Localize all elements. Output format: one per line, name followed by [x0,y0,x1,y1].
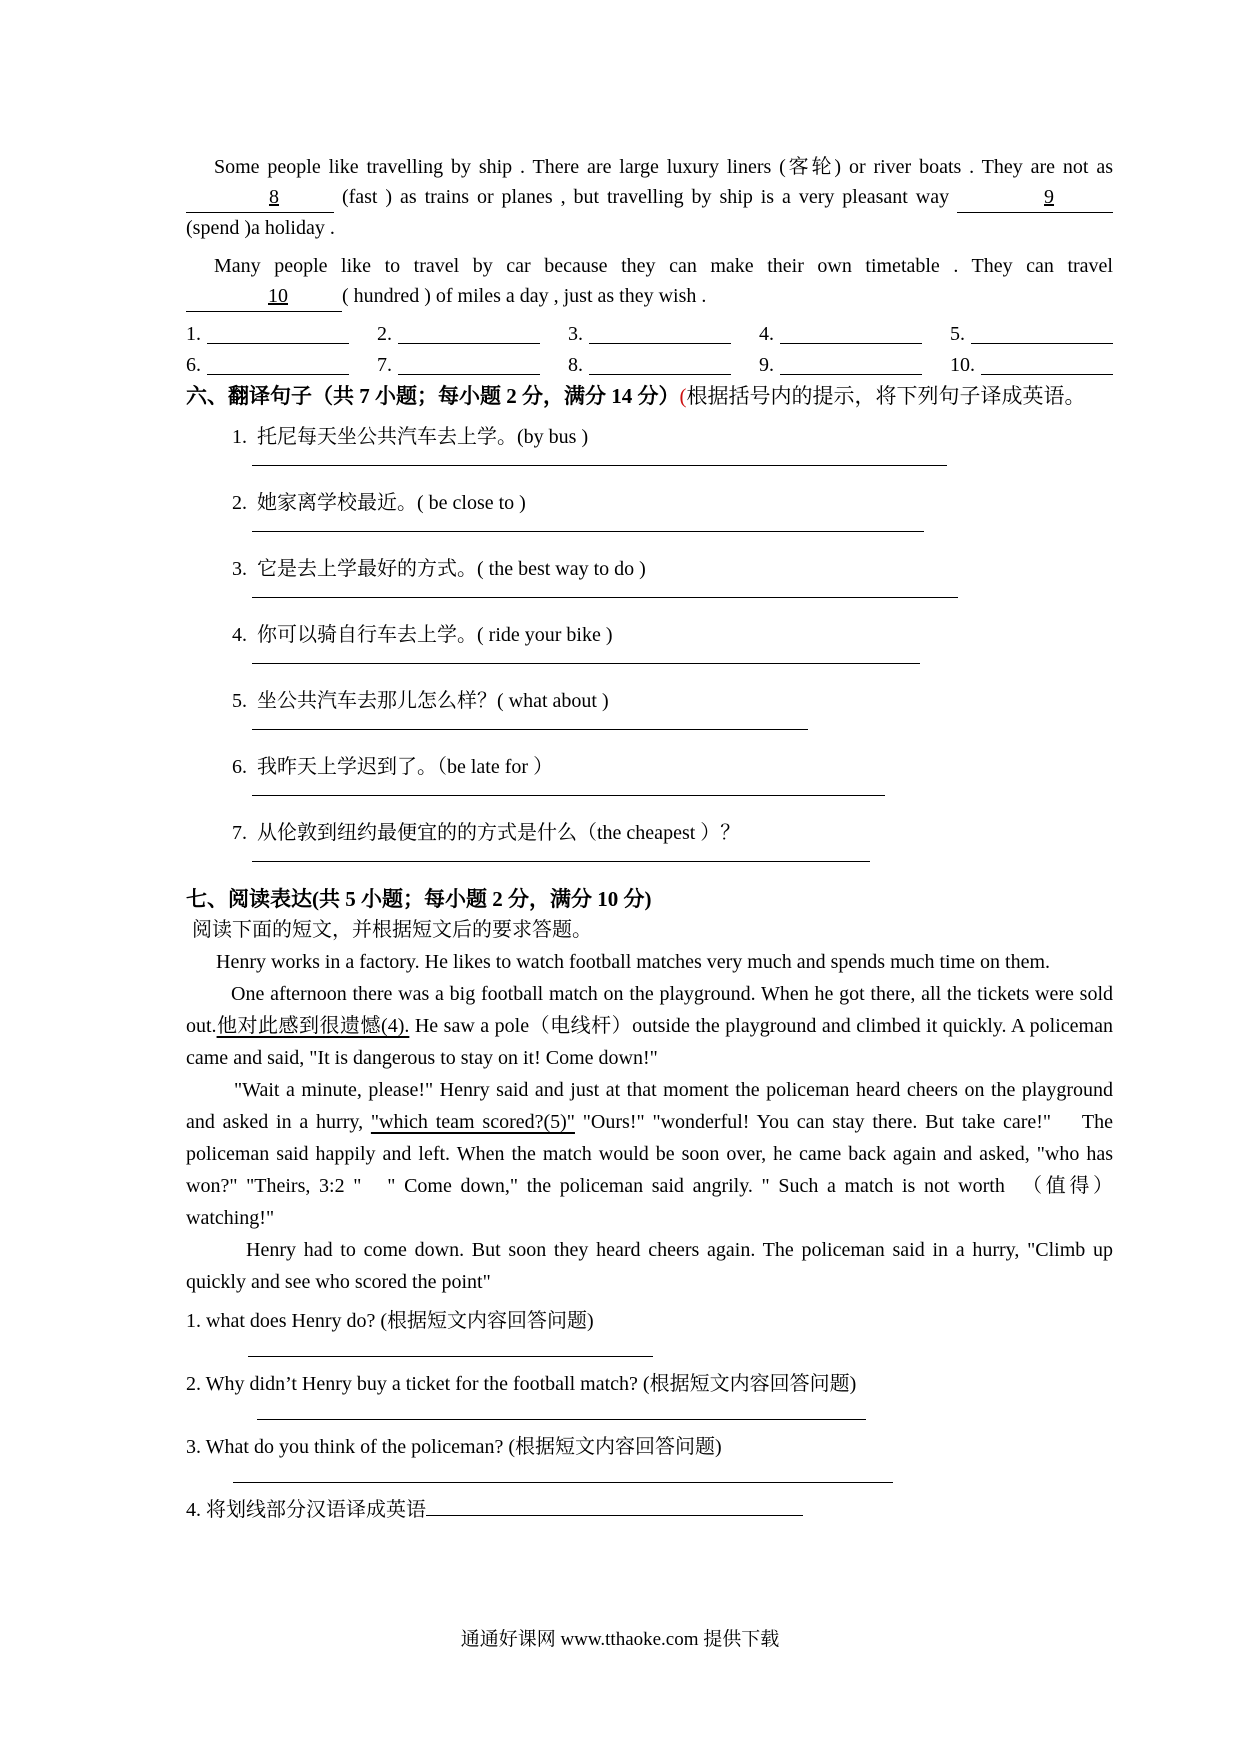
answer-blank-line [252,663,920,664]
underlined-english-phrase: "which team scored?(5)" [370,1111,575,1133]
passage-paragraph-4: Henry had to come down. But soon they heard cheers again. The policeman said in a hurry, "Climb up quickly and see who scored the point" [186,1239,1113,1293]
section6-title: 六、翻译句子（共 7 小题；每小题 2 分，满分 14 分） [186,384,680,408]
translation-item-2 [186,488,1113,532]
translation-sentence: 4. 你可以骑自行车去上学。( ride your bike ) [232,624,613,646]
passage-paragraph-3: "Wait a minute, please!" Henry said and just at that moment the policeman heard cheers on the playground and asked in a hurry, "which team scored?(5)" "Ours!" "wonderful! You can stay there. But take care!" The policeman said happily and left. When the match would be soon over, he came back again and asked, "who has won?" "Theirs, 3:2 " " Come down," the policeman said angrily. " Such a match is not worth （值得）watching!" [186,1079,1114,1229]
translation-sentence: 7. 从伦敦到纽约最便宜的的方式是什么（the cheapest ）？ [232,822,741,844]
translation-sentence: 3. 它是去上学最好的方式。( the best way to do ) [232,558,646,580]
answer-cell: 1. [186,319,349,350]
answer-blank-line [589,350,731,381]
answer-blank-line [248,1356,653,1357]
translation-item-7 [186,818,1113,862]
answer-blank-line [398,350,540,381]
passage-paragraph-1: Henry works in a factory. He likes to watch football matches very much and spends much time on them. [216,951,1051,973]
cloze-text: (fast ) as trains or planes , but travelling by ship is a very pleasant way [341,186,950,208]
answer-blank-line [981,350,1113,381]
answer-blank-line [780,350,922,381]
answer-blank-line [252,597,958,598]
answer-blank-line [426,1501,803,1516]
cloze-text: Many people like to travel by car because they can make their own timetable . They can travel [214,255,1113,277]
answer-blank-line [252,861,870,862]
translation-item-1 [186,422,1113,466]
reading-questions [186,1306,1113,1525]
answer-cell: 9. [759,350,922,381]
answer-row-1-5 [186,319,1113,350]
section6-heading [186,381,1113,412]
translation-item-3 [186,554,1113,598]
cloze-text: ( hundred ) of miles a day , just as they wish . [342,285,707,307]
translation-sentence: 1. 托尼每天坐公共汽车去上学。(by bus ) [232,426,589,448]
reading-passage [186,946,1113,1298]
reading-question-2: 2. Why didn’t Henry buy a ticket for the football match? (根据短文内容回答问题) [186,1369,1113,1420]
cloze-blank-9: 9 [957,182,1113,213]
reading-question-1: 1. what does Henry do? (根据短文内容回答问题) [186,1306,1113,1357]
cloze-paragraph-2 [186,251,1113,312]
answer-cell: 6. [186,350,349,381]
answer-blank-line [257,1419,866,1420]
answer-blank-line [252,729,808,730]
answer-cell: 8. [568,350,731,381]
answer-cell: 4. [759,319,922,350]
translation-item-5 [186,686,1113,730]
passage-paragraph-2: One afternoon there was a big football match on the playground. When he got there, all the tickets were sold out.他对此感到很遗憾(4). He saw a pole（电线杆）outside the playground and climbed it quickly. A policeman came and said, "It is dangerous to stay on it! Come down!" [186,983,1113,1069]
answer-blank-line [398,319,540,350]
answer-blank-line [207,350,349,381]
answer-blank-line [252,465,947,466]
red-paren: ( [679,384,687,408]
translation-item-4 [186,620,1113,664]
answer-blank-line [233,1482,893,1483]
section6-instruction: 根据括号内的提示，将下列句子译成英语。 [686,384,1086,408]
answer-blank-line [252,795,885,796]
cloze-paragraph-1 [186,152,1113,243]
cloze-answer-grid [186,319,1113,381]
translation-sentence: 2. 她家离学校最近。( be close to ) [232,492,526,514]
cloze-blank-8: 8 [186,182,334,213]
answer-cell: 5. [950,319,1113,350]
page-content [186,152,1113,1525]
answer-cell: 7. [377,350,540,381]
answer-cell: 3. [568,319,731,350]
section7-heading: 七、阅读表达(共 5 小题；每小题 2 分，满分 10 分) [186,887,652,911]
answer-cell: 10. [950,350,1113,381]
answer-blank-line [589,319,731,350]
underlined-chinese-phrase: 他对此感到很遗憾(4). [216,1015,410,1037]
cloze-text: Some people like travelling by ship . There are large luxury liners (客轮) or river boats . They are not as [214,156,1113,178]
translation-sentence: 6. 我昨天上学迟到了。（be late for ） [232,756,554,778]
cloze-text: (spend )a holiday . [186,217,335,239]
answer-blank-line [780,319,922,350]
translation-item-6 [186,752,1113,796]
section7-instruction: 阅读下面的短文，并根据短文后的要求答题。 [192,919,592,941]
answer-row-6-10 [186,350,1113,381]
translation-sentence: 5. 坐公共汽车去那儿怎么样？( what about ) [232,690,609,712]
reading-question-3: 3. What do you think of the policeman? (根据短文内容回答问题) [186,1432,1113,1483]
reading-question-4: 4. 将划线部分汉语译成英语 [186,1495,1113,1525]
answer-blank-line [971,319,1113,350]
footer-watermark: 通通好课网 www.tthaoke.com 提供下载 [460,1629,780,1650]
translation-items [186,422,1113,862]
answer-blank-line [252,531,924,532]
answer-blank-line [207,319,349,350]
cloze-blank-10: 10 [186,281,342,312]
answer-cell: 2. [377,319,540,350]
